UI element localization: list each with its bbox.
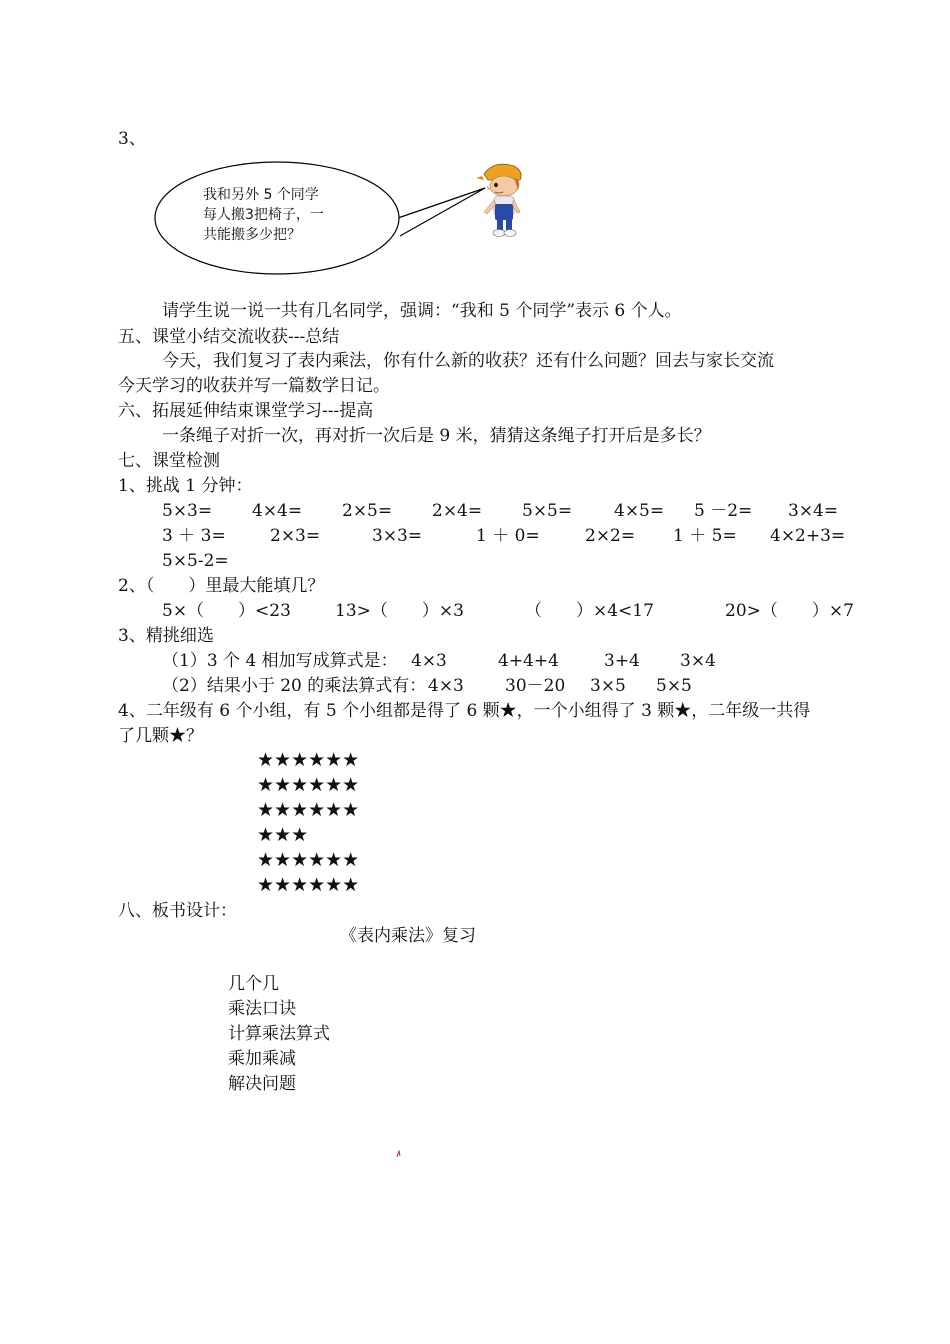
- bubble-line: 共能搬多少把？: [203, 227, 301, 243]
- question-label: 2、（ ）里最大能填几？: [118, 576, 325, 596]
- choice-option: 4×3: [411, 651, 447, 671]
- paragraph-line: 一条绳子对折一次，再对折一次后是 9 米，猜猜这条绳子打开后是多长？: [162, 426, 711, 446]
- comparison-item: （ ）×4<17: [525, 601, 654, 621]
- sub-question-label: （2）结果小于 20 的乘法算式有：: [162, 676, 427, 696]
- choice-option: 3×5: [590, 676, 626, 696]
- equation: 1 ＋ 5=: [673, 526, 737, 546]
- equation: 4×4=: [252, 501, 303, 521]
- board-title: 《表内乘法》复习: [340, 926, 476, 946]
- equation: 2×5=: [342, 501, 393, 521]
- equation: 3×4=: [788, 501, 839, 521]
- sub-question-label: （1）3 个 4 相加写成算式是：: [162, 651, 398, 671]
- item-number: 3、: [118, 129, 146, 149]
- star-row: ★★★★★★: [257, 799, 360, 821]
- question-text: 了几颗★？: [118, 726, 203, 746]
- comparison-item: 13>（ ）×3: [335, 601, 464, 621]
- board-item: 乘法口诀: [228, 999, 296, 1019]
- choice-option: 4×3: [428, 676, 464, 696]
- section-heading: 五、课堂小结交流收获---总结: [118, 327, 340, 347]
- equation: 3 ＋ 3=: [162, 526, 226, 546]
- star-row: ★★★★★★: [257, 874, 360, 896]
- equation: 5×5-2=: [162, 551, 229, 571]
- choice-option: 4+4+4: [498, 651, 559, 671]
- paragraph-line: 今天，我们复习了表内乘法，你有什么新的收获？还有什么问题？回去与家长交流: [162, 351, 774, 371]
- comparison-item: 5×（ ）<23: [162, 601, 291, 621]
- board-item: 几个几: [228, 974, 279, 994]
- question-label: 1、挑战 1 分钟：: [118, 476, 253, 496]
- board-item: 乘加乘减: [228, 1049, 296, 1069]
- board-item: 解决问题: [228, 1074, 296, 1094]
- question-label: 3、精挑细选: [118, 626, 214, 646]
- star-row: ★★★★★★: [257, 849, 360, 871]
- question-text: 4、二年级有 6 个小组，有 5 个小组都是得了 6 颗★，一个小组得了 3 颗★，二年级一共得: [118, 701, 811, 721]
- equation: 4×5=: [614, 501, 665, 521]
- board-item: 计算乘法算式: [228, 1024, 330, 1044]
- paragraph-line: 今天学习的收获并写一篇数学日记。: [118, 376, 390, 396]
- star-row: ★★★: [257, 824, 309, 846]
- equation: 2×4=: [432, 501, 483, 521]
- equation: 1 ＋ 0=: [476, 526, 540, 546]
- teacher-note: 请学生说一说一共有几名同学，强调：“我和 5 个同学”表示 6 个人。: [162, 301, 682, 321]
- cartoon-boy-illustration: [470, 158, 532, 240]
- equation: 2×2=: [585, 526, 636, 546]
- section-heading: 六、拓展延伸结束课堂学习---提高: [118, 401, 374, 421]
- red-mark: [396, 1150, 402, 1158]
- equation: 3×3=: [372, 526, 423, 546]
- choice-option: 3+4: [604, 651, 640, 671]
- equation: 5 －2=: [694, 501, 753, 521]
- bubble-line: 我和另外 5 个同学: [203, 187, 319, 203]
- section-heading: 八、板书设计：: [118, 901, 237, 921]
- star-row: ★★★★★★: [257, 774, 360, 796]
- section-heading: 七、课堂检测: [118, 451, 220, 471]
- bubble-line: 每人搬3把椅子，一: [203, 207, 324, 223]
- choice-option: 5×5: [656, 676, 692, 696]
- equation: 2×3=: [270, 526, 321, 546]
- star-row: ★★★★★★: [257, 749, 360, 771]
- equation: 4×2+3=: [770, 526, 846, 546]
- comparison-item: 20>（ ）×7: [725, 601, 854, 621]
- equation: 5×5=: [522, 501, 573, 521]
- choice-option: 3×4: [680, 651, 716, 671]
- choice-option: 30－20: [505, 676, 566, 696]
- equation: 5×3=: [162, 501, 213, 521]
